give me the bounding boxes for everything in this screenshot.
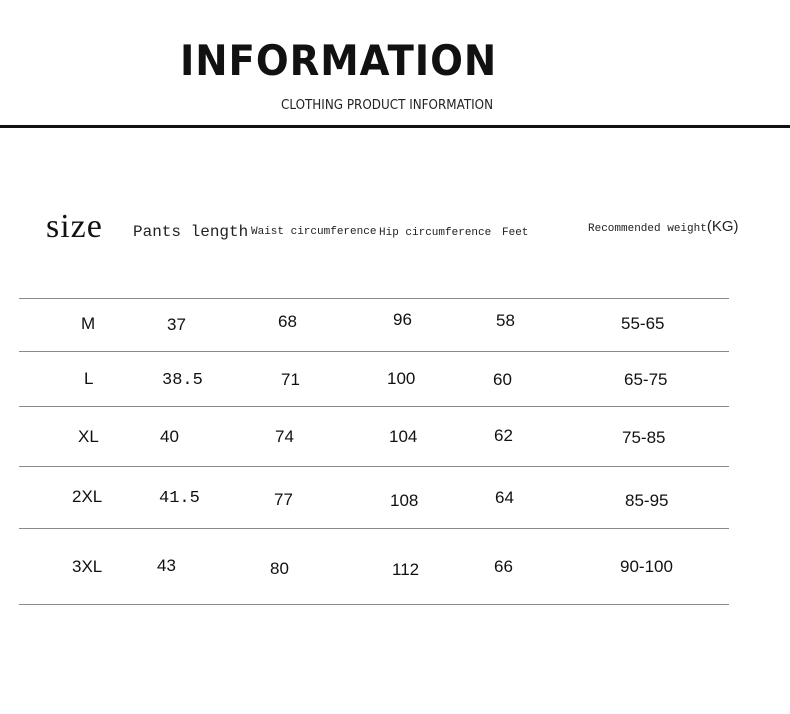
column-header-feet: Feet xyxy=(502,227,529,239)
weight-cell: 75-85 xyxy=(622,428,666,447)
size-cell: 2XL xyxy=(72,487,103,506)
pants-length-cell: 41.5 xyxy=(159,489,200,508)
pants-length-cell: 37 xyxy=(167,315,186,334)
size-cell: L xyxy=(84,369,94,388)
column-header-hip: Hip circumference xyxy=(379,227,492,239)
pants-length-cell: 40 xyxy=(160,427,179,446)
waist-cell: 77 xyxy=(274,490,293,509)
waist-cell: 68 xyxy=(278,312,297,331)
weight-unit: (KG) xyxy=(706,218,739,235)
table-divider xyxy=(19,351,729,352)
hip-cell: 104 xyxy=(389,427,418,446)
waist-cell: 71 xyxy=(281,370,300,389)
weight-cell: 55-65 xyxy=(621,314,665,333)
size-cell: XL xyxy=(78,427,99,446)
page-subtitle: CLOTHING PRODUCT INFORMATION xyxy=(281,98,494,113)
table-divider xyxy=(19,298,729,299)
page-title: INFORMATION xyxy=(180,36,498,85)
column-header-weight xyxy=(588,218,739,235)
feet-cell: 58 xyxy=(496,311,515,330)
feet-cell: 66 xyxy=(494,557,513,576)
weight-cell: 65-75 xyxy=(624,370,668,389)
hip-cell: 96 xyxy=(393,310,412,329)
hip-cell: 108 xyxy=(390,491,419,510)
column-header-waist: Waist circumference xyxy=(251,226,377,238)
feet-cell: 64 xyxy=(495,488,514,507)
waist-cell: 74 xyxy=(275,427,294,446)
column-header-size: size xyxy=(46,208,103,245)
feet-cell: 60 xyxy=(493,370,512,389)
feet-cell: 62 xyxy=(494,426,513,445)
size-cell: M xyxy=(81,314,96,333)
waist-cell: 80 xyxy=(270,559,289,578)
weight-cell: 90-100 xyxy=(620,557,673,576)
table-divider xyxy=(19,406,729,407)
title-divider xyxy=(0,125,790,128)
hip-cell: 112 xyxy=(392,560,420,579)
table-divider xyxy=(19,466,729,467)
weight-cell: 85-95 xyxy=(625,491,669,510)
weight-label: Recommended weight xyxy=(588,223,707,235)
size-cell: 3XL xyxy=(72,557,103,576)
hip-cell: 100 xyxy=(387,369,416,388)
pants-length-cell: 43 xyxy=(157,556,176,575)
table-divider xyxy=(19,528,729,529)
table-divider xyxy=(19,604,729,605)
column-header-pants-length: Pants length xyxy=(133,223,249,241)
pants-length-cell: 38.5 xyxy=(162,371,203,390)
